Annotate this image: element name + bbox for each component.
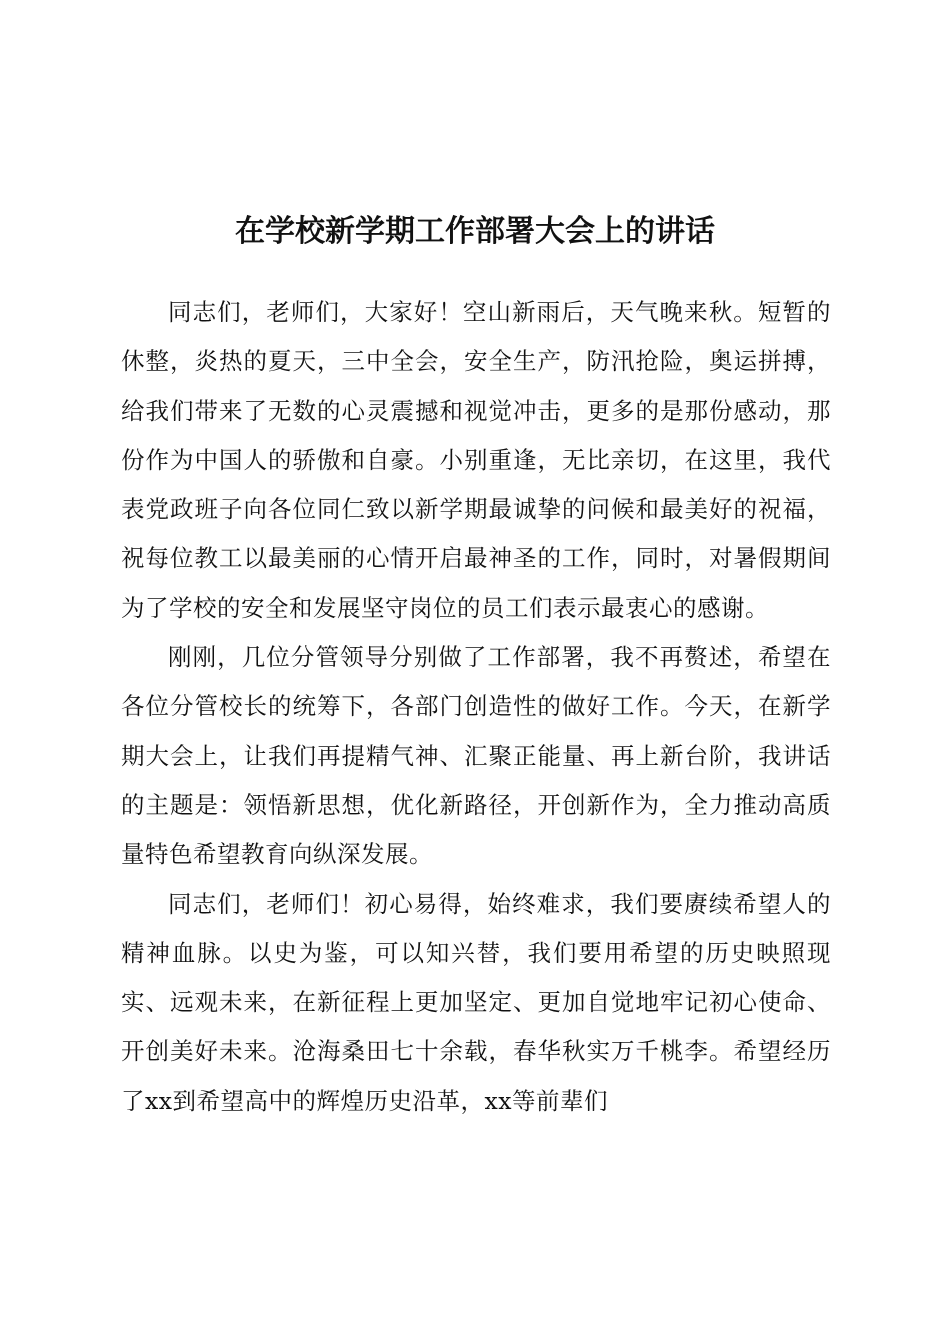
paragraph-3: 同志们，老师们！初心易得，始终难求，我们要赓续希望人的精神血脉。以史为鉴，可以知兴替，我们要用希望的历史映照现实、远观未来，在新征程上更加坚定、更加自觉地牢记初心使命、开创美好未来。沧海桑田七十余载，春华秋实万千桃李。希望经历了xx到希望高中的辉煌历史沿革，xx等前辈们 <box>121 889 831 1115</box>
paragraph-2: 刚刚，几位分管领导分别做了工作部署，我不再赘述，希望在各位分管校长的统筹下，各部门创造性的做好工作。今天，在新学期大会上，让我们再提精气神、汇聚正能量、再上新台阶，我讲话的主题是：领悟新思想，优化新路径，开创新作为，全力推动高质量特色希望教育向纵深发展。 <box>121 643 831 869</box>
document-title: 在学校新学期工作部署大会上的讲话 <box>235 214 715 250</box>
document-body <box>121 288 831 1126</box>
paragraph-1: 同志们，老师们，大家好！空山新雨后，天气晚来秋。短暂的休整，炎热的夏天，三中全会，安全生产，防汛抢险，奥运拼搏，给我们带来了无数的心灵震撼和视觉冲击，更多的是那份感动，那份作为中国人的骄傲和自豪。小别重逢，无比亲切，在这里，我代表党政班子向各位同仁致以新学期最诚挚的问候和最美好的祝福，祝每位教工以最美丽的心情开启最神圣的工作，同时，对暑假期间为了学校的安全和发展坚守岗位的员工们表示最衷心的感谢。 <box>121 298 831 622</box>
